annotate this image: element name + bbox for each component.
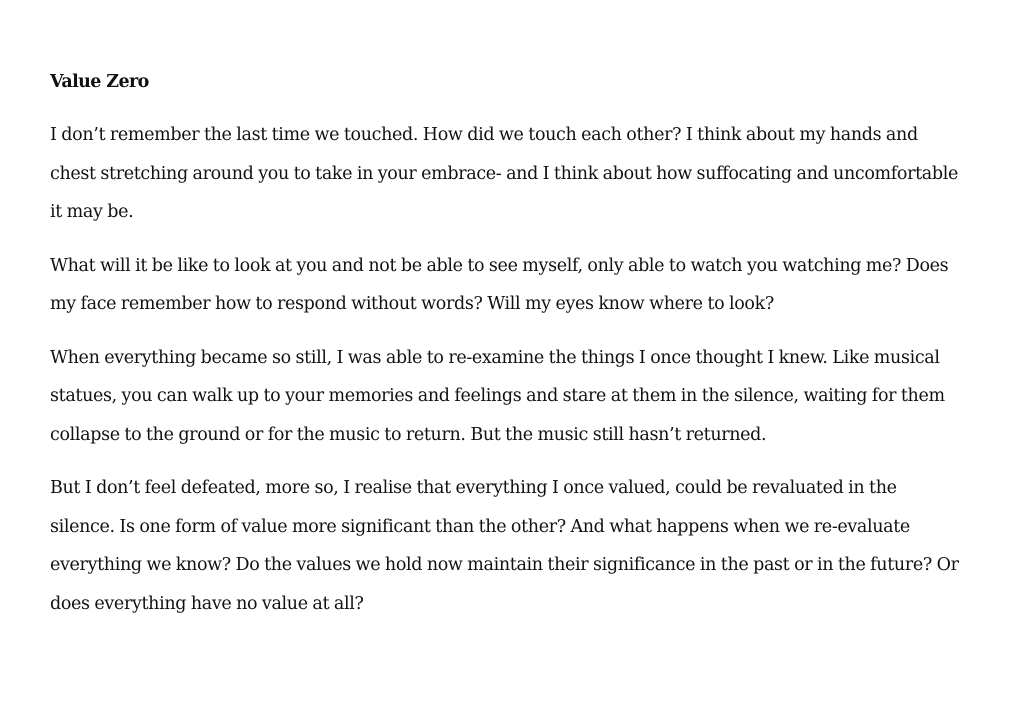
document-title: Value Zero [50,72,149,92]
paragraph-1: I don’t remember the last time we touched. How did we touch each other? I think about my hands and chest stretching around you to take in your embrace- and I think about how suffocating and uncomfortable it may be. [50,125,958,222]
paragraph-4: But I don’t feel defeated, more so, I realise that everything I once valued, could be revaluated in the silence. Is one form of value more significant than the other? And what happens when we re-evaluate everything we know? Do the values we hold now maintain their significance in the past or in the future? Or does everything have no value at all? [50,478,959,614]
document-page [50,68,960,638]
paragraph-2: What will it be like to look at you and not be able to see myself, only able to watch you watching me? Does my face remember how to respond without words? Will my eyes know where to look? [50,255,949,314]
paragraph-3: When everything became so still, I was able to re-examine the things I once thought I knew. Like musical statues, you can walk up to your memories and feelings and stare at them in the silence, waiting for them collapse to the ground or for the music to return. But the music still hasn’t returned. [50,347,945,445]
